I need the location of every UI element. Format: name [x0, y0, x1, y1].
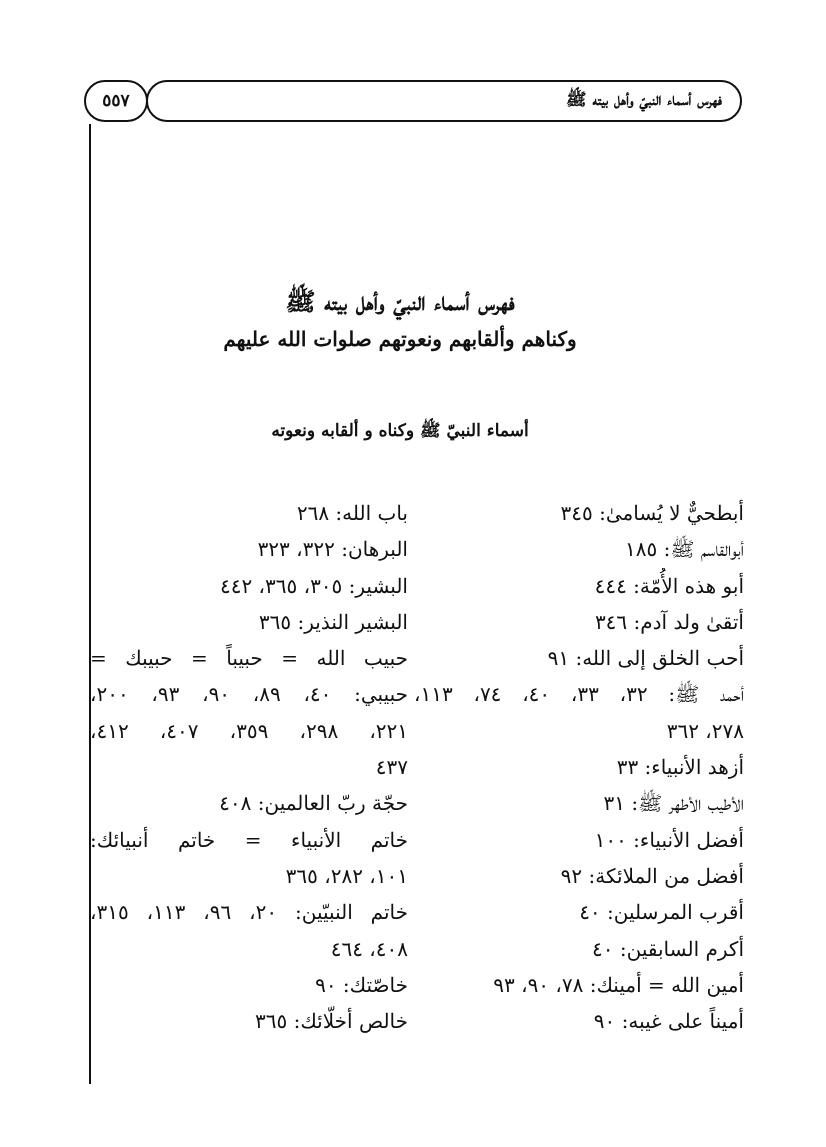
index-entry: أقرب المرسلين: ٤٠	[579, 900, 744, 925]
index-entry: ١٠١، ٢٨٢، ٣٦٥	[285, 863, 408, 888]
index-entry: ٤٣٧	[375, 755, 408, 780]
index-entry: خاصّتك: ٩٠	[315, 972, 408, 997]
running-header	[84, 80, 744, 126]
index-entry: أكرم السابقين: ٤٠	[592, 936, 744, 961]
index-entry: البرهان: ٣٢٢، ٣٢٣	[257, 537, 408, 562]
header-title: فهرس أسماء النبيّ وأهل بيته ﷺ	[566, 89, 722, 110]
page-subtitle: وكناهم وألقابهم ونعوتهم صلوات الله عليهم	[223, 327, 577, 351]
page-number: ٥٥٧	[84, 80, 148, 122]
index-entry: حبيبي: ٤٠، ٨٩، ٩٠، ٩٣، ٢٠٠،	[90, 682, 408, 707]
index-entry: أمين الله = أمينك: ٧٨، ٩٠، ٩٣	[493, 972, 744, 997]
index-entry: أبوالقاسم ﷺ: ١٨٥	[624, 537, 744, 562]
index-entry: حجّة ربّ العالمين: ٤٠٨	[219, 791, 408, 816]
index-entry: باب الله: ٢٦٨	[296, 501, 408, 525]
index-entry: أتقىٰ ولد آدم: ٣٤٦	[594, 609, 744, 634]
index-entry: ٢٢١، ٢٩٨، ٣٥٩، ٤٠٧، ٤١٢،	[90, 718, 408, 743]
title-block	[100, 282, 700, 356]
index-entry: خالص أخلّائك: ٣٦٥	[254, 1009, 408, 1034]
header-title-box	[146, 80, 742, 122]
index-entry: ٢٧٨، ٣٦٢	[666, 718, 744, 743]
index-entry: أميناً على غيبه: ٩٠	[593, 1009, 744, 1034]
index-entry: أحب الخلق إلى الله: ٩١	[547, 646, 744, 671]
section-heading: أسماء النبيّ ﷺ وكناه و ألقابه ونعوته	[271, 421, 529, 441]
index-entry: أبو هذه الأُمّة: ٤٤٤	[594, 573, 744, 598]
index-entry: البشير: ٣٠٥، ٣٦٥، ٤٤٢	[219, 573, 408, 598]
page-title: فهرس أسماء النبيّ وأهل بيته ﷺ	[285, 287, 515, 316]
index-column-right	[414, 495, 744, 1039]
index-entry: البشير النذير: ٣٦٥	[258, 609, 408, 634]
index-entry: ٤٠٨، ٤٦٤	[330, 936, 408, 961]
index-entry: خاتم الأنبياء = خاتم أنبيائك:	[90, 827, 408, 852]
index-entry: أزهد الأنبياء: ٣٣	[616, 755, 744, 780]
index-entry: أبطحيٌّ لا يُسامىٰ: ٣٤٥	[560, 501, 744, 525]
index-entry: أفضل الأنبياء: ١٠٠	[594, 827, 744, 852]
index-entry: خاتم النبيّين: ٢٠، ٩٦، ١١٣، ٣١٥،	[90, 900, 408, 925]
index-column-left	[90, 495, 408, 1039]
index-entry: أحمد ﷺ: ٣٢، ٣٣، ٤٠، ٧٤، ١١٣،	[414, 682, 744, 707]
index-entry: أفضل من الملائكة: ٩٢	[560, 863, 744, 888]
index-entry: الأطيب الأطهر ﷺ: ٣١	[603, 791, 744, 816]
index-entry: حبيب الله = حبيباً = حبيبك =	[90, 646, 408, 671]
